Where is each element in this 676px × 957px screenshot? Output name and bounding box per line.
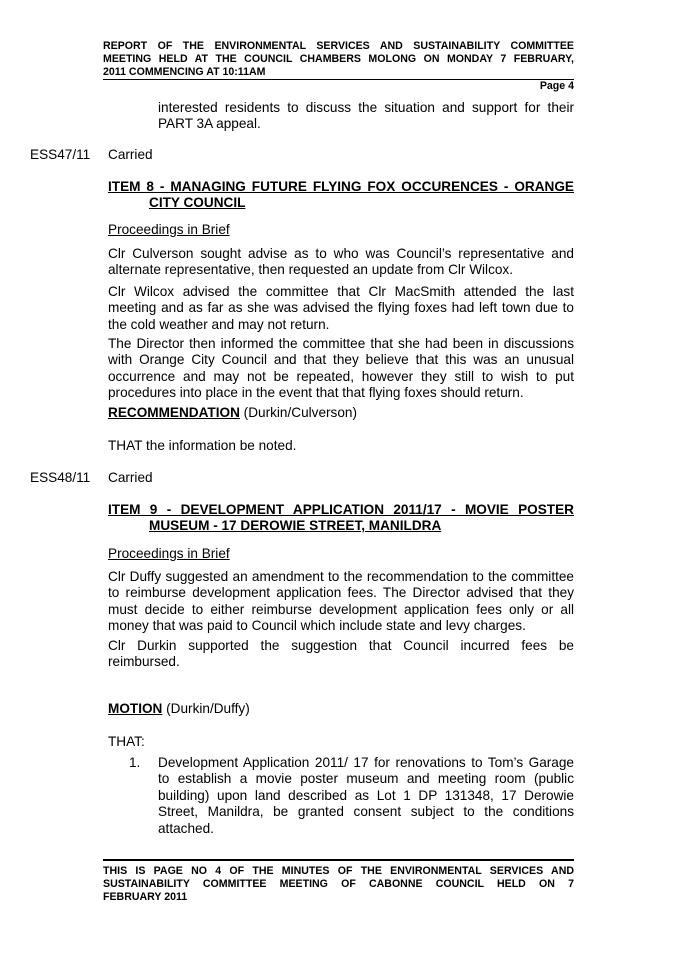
header-line: 2011 COMMENCING AT 10:11AM — [103, 66, 266, 78]
header-line: MEETING HELD AT THE COUNCIL CHAMBERS MOLONG ON MONDAY 7 FEBRUARY, — [103, 53, 574, 65]
text-line: Clr Wilcox advised the committee that Clr MacSmith attended the last — [108, 284, 574, 299]
list-item — [158, 755, 574, 837]
text-line: reimbursed. — [108, 654, 180, 670]
page-number: Page 4 — [539, 80, 574, 92]
text-line: PART 3A appeal. — [158, 116, 261, 132]
text-line: Street, Manildra, be granted consent subject to the conditions — [158, 804, 574, 820]
item-9-heading — [108, 502, 574, 535]
text-line: with Orange City Council and that they believe that this was an unusual — [108, 352, 574, 368]
text-line: money that was paid to Council which include state and levy charges. — [108, 618, 526, 634]
footer-line: THIS IS PAGE NO 4 OF THE MINUTES OF THE ENVIRONMENTAL SERVICES AND — [103, 865, 574, 877]
item-8-heading — [108, 179, 574, 212]
item-8-paragraph-2 — [108, 284, 574, 333]
list-number: 1. — [129, 755, 141, 770]
text-line: to establish a movie poster museum and meeting room (public — [158, 771, 574, 787]
proceedings-label: Proceedings in Brief — [108, 546, 230, 561]
text-line: occurrence and may not be repeated, however they still to wish to put — [108, 368, 574, 384]
text-line: Clr Duffy suggested an amendment to the recommendation to the committee — [108, 569, 574, 584]
text-line: the cold weather and may not return. — [108, 316, 330, 332]
text-line: procedures into place in the event that that flying foxes should return. — [108, 385, 524, 401]
item-8-paragraph-3 — [108, 336, 574, 402]
heading-line: ITEM 9 - DEVELOPMENT APPLICATION 2011/17 - MOVIE POSTER — [108, 502, 574, 517]
text-line: to reimburse development application fees. The Director advised that they — [108, 585, 574, 601]
text-line: Development Application 2011/ 17 for renovations to Tom’s Garage — [158, 755, 574, 770]
recommendation-movers: (Durkin/Culverson) — [239, 405, 357, 420]
header-rule — [103, 79, 574, 80]
text-line: interested residents to discuss the situation and support for their — [158, 100, 574, 115]
header-line: REPORT OF THE ENVIRONMENTAL SERVICES AND SUSTAINABILITY COMMITTEE — [103, 40, 574, 52]
text-line: meeting and as far as she was advised the flying foxes had left town due to — [108, 300, 574, 316]
text-line: alternate representative, then requested an update from Clr Wilcox. — [108, 262, 514, 278]
heading-line: MUSEUM - 17 DEROWIE STREET, MANILDRA — [149, 518, 442, 534]
heading-line: CITY COUNCIL — [149, 195, 246, 211]
continuation-paragraph — [158, 100, 574, 133]
proceedings-label: Proceedings in Brief — [108, 222, 230, 237]
text-line: Clr Culverson sought advise as to who was Council’s representative and — [108, 246, 574, 261]
text-line: attached. — [158, 820, 214, 836]
footer-rule — [103, 859, 574, 861]
footer-line: FEBRUARY 2011 — [103, 891, 188, 903]
text-line: Clr Durkin supported the suggestion that Council incurred fees be — [108, 638, 574, 653]
text-line: building) upon land described as Lot 1 DP 131348, 17 Derowie — [158, 787, 574, 803]
that-label: THAT: — [108, 734, 145, 749]
recommendation-text: THAT the information be noted. — [108, 438, 297, 453]
motion-label: MOTION — [108, 701, 163, 716]
page-footer — [103, 865, 574, 904]
motion-movers: (Durkin/Duffy) — [162, 701, 250, 716]
resolution-status: Carried — [108, 147, 153, 162]
text-line: must decide to either reimburse development application fees only or all — [108, 601, 574, 617]
heading-line: ITEM 8 - MANAGING FUTURE FLYING FOX OCCURENCES - ORANGE — [108, 179, 574, 194]
resolution-status: Carried — [108, 470, 153, 485]
resolution-number: ESS48/11 — [30, 470, 91, 485]
motion-heading — [108, 701, 250, 717]
page-header — [103, 40, 574, 79]
item-9-paragraph-2 — [108, 638, 574, 671]
footer-line: SUSTAINABILITY COMMITTEE MEETING OF CABONNE COUNCIL HELD ON 7 — [103, 878, 574, 890]
item-9-paragraph-1 — [108, 569, 574, 635]
text-line: The Director then informed the committee that she had been in discussions — [108, 336, 574, 351]
recommendation-label: RECOMMENDATION — [108, 405, 240, 420]
item-8-paragraph-1 — [108, 246, 574, 279]
recommendation-heading — [108, 405, 357, 421]
resolution-number: ESS47/11 — [30, 147, 91, 162]
